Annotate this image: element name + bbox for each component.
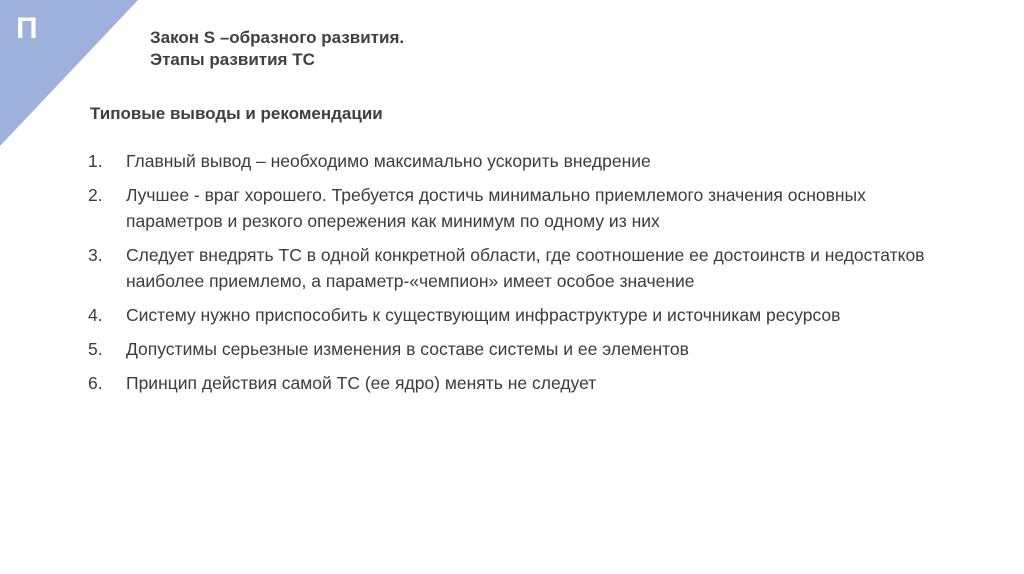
list-item [88,182,948,234]
item-text: Главный вывод – необходимо максимально ускорить внедрение [126,151,651,171]
list-item [88,370,948,396]
recommendations-list [88,148,948,404]
title-line-2: Этапы развития ТС [150,50,315,69]
list-item [88,336,948,362]
item-number: 5. [88,339,103,359]
item-number: 6. [88,373,103,393]
item-number: 4. [88,305,103,325]
page-title [150,27,404,71]
item-number: 3. [88,245,103,265]
item-text: Следует внедрять ТС в одной конкретной области, где соотношение ее достоинств и недостатков наиболее приемлемо, а параметр-«чемпион» имеет особое значение [126,245,925,291]
corner-letter: П [16,12,38,45]
list-item [88,148,948,174]
item-text: Систему нужно приспособить к существующим инфраструктуре и источникам ресурсов [126,305,841,325]
item-text: Лучшее - враг хорошего. Требуется достичь минимально приемлемого значения основных параметров и резкого опережения как минимум по одному из них [126,185,866,231]
item-text: Принцип действия самой ТС (ее ядро) менять не следует [126,373,597,393]
title-line-1: Закон S –образного развития. [150,28,405,47]
corner-decoration [0,0,138,146]
list-item [88,302,948,328]
item-text: Допустимы серьезные изменения в составе системы и ее элементов [126,339,689,359]
section-heading: Типовые выводы и рекомендации [90,104,383,123]
item-number: 2. [88,185,103,205]
list-item [88,242,948,294]
item-number: 1. [88,151,103,171]
